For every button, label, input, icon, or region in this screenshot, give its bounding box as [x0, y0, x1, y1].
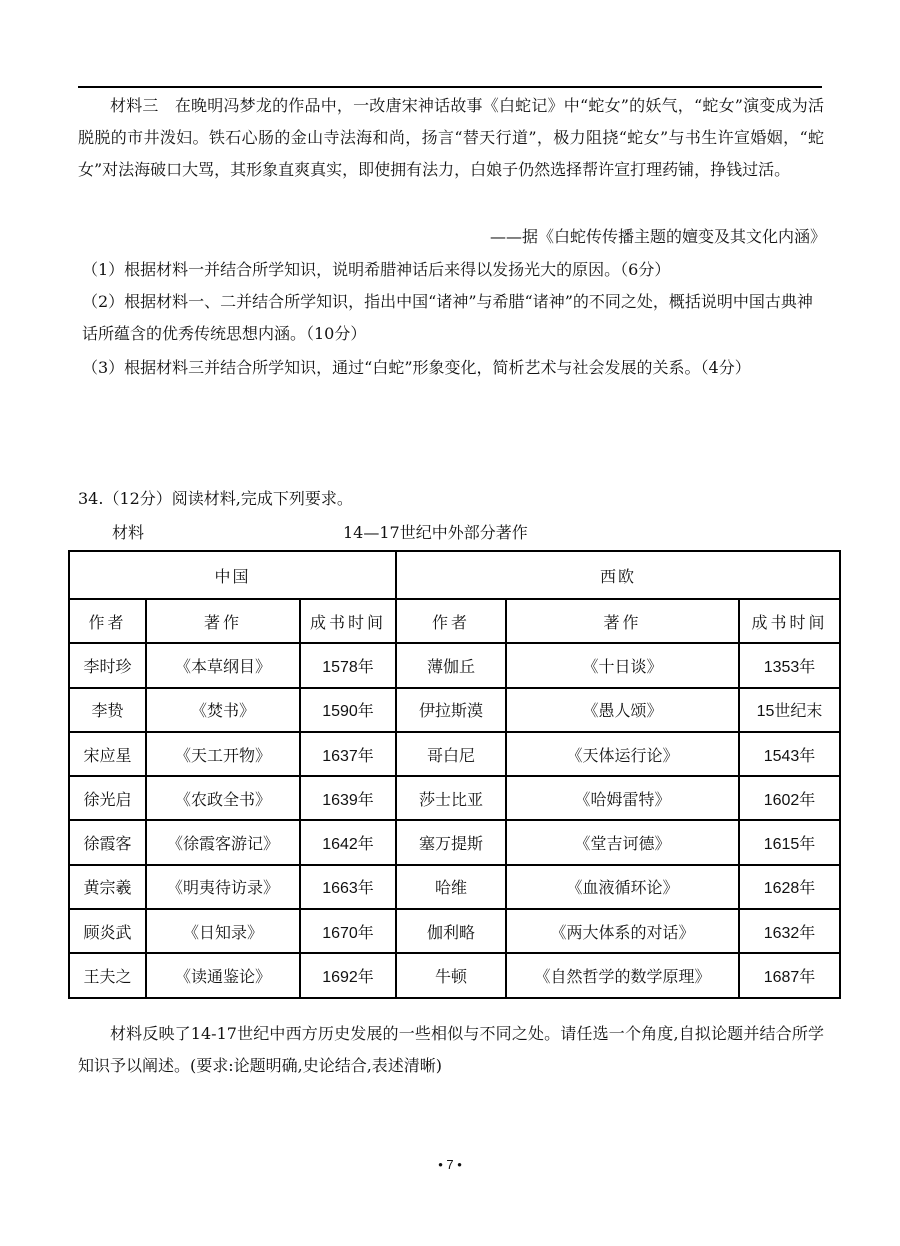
table-title: 14—17世纪中外部分著作 — [343, 523, 528, 542]
table-cell: 薄伽丘 — [396, 643, 506, 687]
works-table — [68, 550, 841, 999]
header-cell: 成书时间 — [300, 599, 396, 643]
table-cell: 《农政全书》 — [146, 776, 300, 820]
table-row — [69, 909, 840, 953]
header-cell: 成书时间 — [739, 599, 840, 643]
page-number: • 7 • — [438, 1157, 462, 1172]
table-cell: 王夫之 — [69, 953, 146, 997]
material-three-source: ——据《白蛇传传播主题的嬗变及其文化内涵》 — [489, 227, 826, 246]
question-1: （1）根据材料一并结合所学知识，说明希腊神话后来得以发扬光大的原因。（6分） — [82, 260, 671, 279]
table-row — [69, 953, 840, 997]
table-cell: 《明夷待访录》 — [146, 865, 300, 909]
table-row — [69, 865, 840, 909]
table-cell: 1602年 — [739, 776, 840, 820]
table-cell: 李时珍 — [69, 643, 146, 687]
table-cell: 1639年 — [300, 776, 396, 820]
table-row — [69, 732, 840, 776]
header-cell: 作者 — [69, 599, 146, 643]
table-cell: 伊拉斯漠 — [396, 688, 506, 732]
table-cell: 1637年 — [300, 732, 396, 776]
table-cell: 塞万提斯 — [396, 820, 506, 864]
table-cell: 1615年 — [739, 820, 840, 864]
table-cell: 1687年 — [739, 953, 840, 997]
header-cell: 作者 — [396, 599, 506, 643]
table-cell: 1628年 — [739, 865, 840, 909]
table-cell: 莎士比亚 — [396, 776, 506, 820]
table-cell: 《徐霞客游记》 — [146, 820, 300, 864]
table-cell: 哥白尼 — [396, 732, 506, 776]
table-cell: 宋应星 — [69, 732, 146, 776]
table-cell: 《堂吉诃德》 — [506, 820, 739, 864]
table-cell: 《天工开物》 — [146, 732, 300, 776]
table-cell: 徐霞客 — [69, 820, 146, 864]
table-cell: 1692年 — [300, 953, 396, 997]
table-cell: 《十日谈》 — [506, 643, 739, 687]
table-cell: 1670年 — [300, 909, 396, 953]
table-cell: 《天体运行论》 — [506, 732, 739, 776]
table-cell: 李贽 — [69, 688, 146, 732]
table-cell: 《愚人颂》 — [506, 688, 739, 732]
table-row — [69, 688, 840, 732]
table-cell: 1642年 — [300, 820, 396, 864]
table-row — [69, 820, 840, 864]
table-cell: 《本草纲目》 — [146, 643, 300, 687]
table-cell: 徐光启 — [69, 776, 146, 820]
table-cell: 《自然哲学的数学原理》 — [506, 953, 739, 997]
table-cell: 1632年 — [739, 909, 840, 953]
table-header-row — [69, 599, 840, 643]
question-3: （3）根据材料三并结合所学知识，通过“白蛇”形象变化，简析艺术与社会发展的关系。（4分） — [82, 358, 751, 377]
table-cell: 《读通鉴论》 — [146, 953, 300, 997]
region-china: 中国 — [69, 551, 396, 599]
table-body — [69, 643, 840, 997]
table-cell: 1578年 — [300, 643, 396, 687]
table-cell: 1543年 — [739, 732, 840, 776]
question-34-heading: 34.（12分）阅读材料,完成下列要求。 — [78, 489, 353, 508]
header-cell: 著作 — [506, 599, 739, 643]
table-cell: 《日知录》 — [146, 909, 300, 953]
table-cell: 1663年 — [300, 865, 396, 909]
table-cell: 1590年 — [300, 688, 396, 732]
table-cell: 黄宗羲 — [69, 865, 146, 909]
table-row — [69, 776, 840, 820]
material-three-text: 在晚明冯梦龙的作品中，一改唐宋神话故事《白蛇记》中“蛇女”的妖气，“蛇女”演变成为活脱脱的市井泼妇。铁石心肠的金山寺法海和尚，扬言“替天行道”，极力阻挠“蛇女”与书生许宣婚姻，“蛇女”对法海破口大骂，其形象直爽真实，即使拥有法力，白娘子仍然选择帮许宣打理药铺，挣钱过活。 — [78, 96, 824, 179]
table-cell: 顾炎武 — [69, 909, 146, 953]
table-cell: 1353年 — [739, 643, 840, 687]
top-rule — [78, 86, 822, 88]
question-34-prompt: 材料反映了14-17世纪中西方历史发展的一些相似与不同之处。请任选一个角度,自拟论题并结合所学知识予以阐述。(要求:论题明确,史论结合,表述清晰) — [78, 1024, 824, 1075]
question-2: （2）根据材料一、二并结合所学知识，指出中国“诸神”与希腊“诸神”的不同之处，概括说明中国古典神话所蕴含的优秀传统思想内涵。（10分） — [82, 292, 813, 343]
material-three-paragraph — [78, 90, 824, 186]
table-cell: 哈维 — [396, 865, 506, 909]
table-cell: 《焚书》 — [146, 688, 300, 732]
header-cell: 著作 — [146, 599, 300, 643]
material-three-label: 材料三 — [110, 96, 159, 115]
region-west: 西欧 — [396, 551, 840, 599]
material-label: 材料 — [112, 523, 145, 542]
table-region-row — [69, 551, 840, 599]
table-row — [69, 643, 840, 687]
table-cell: 《两大体系的对话》 — [506, 909, 739, 953]
table-cell: 牛顿 — [396, 953, 506, 997]
table-cell: 15世纪末 — [739, 688, 840, 732]
table-cell: 《哈姆雷特》 — [506, 776, 739, 820]
table-cell: 伽利略 — [396, 909, 506, 953]
table-cell: 《血液循环论》 — [506, 865, 739, 909]
